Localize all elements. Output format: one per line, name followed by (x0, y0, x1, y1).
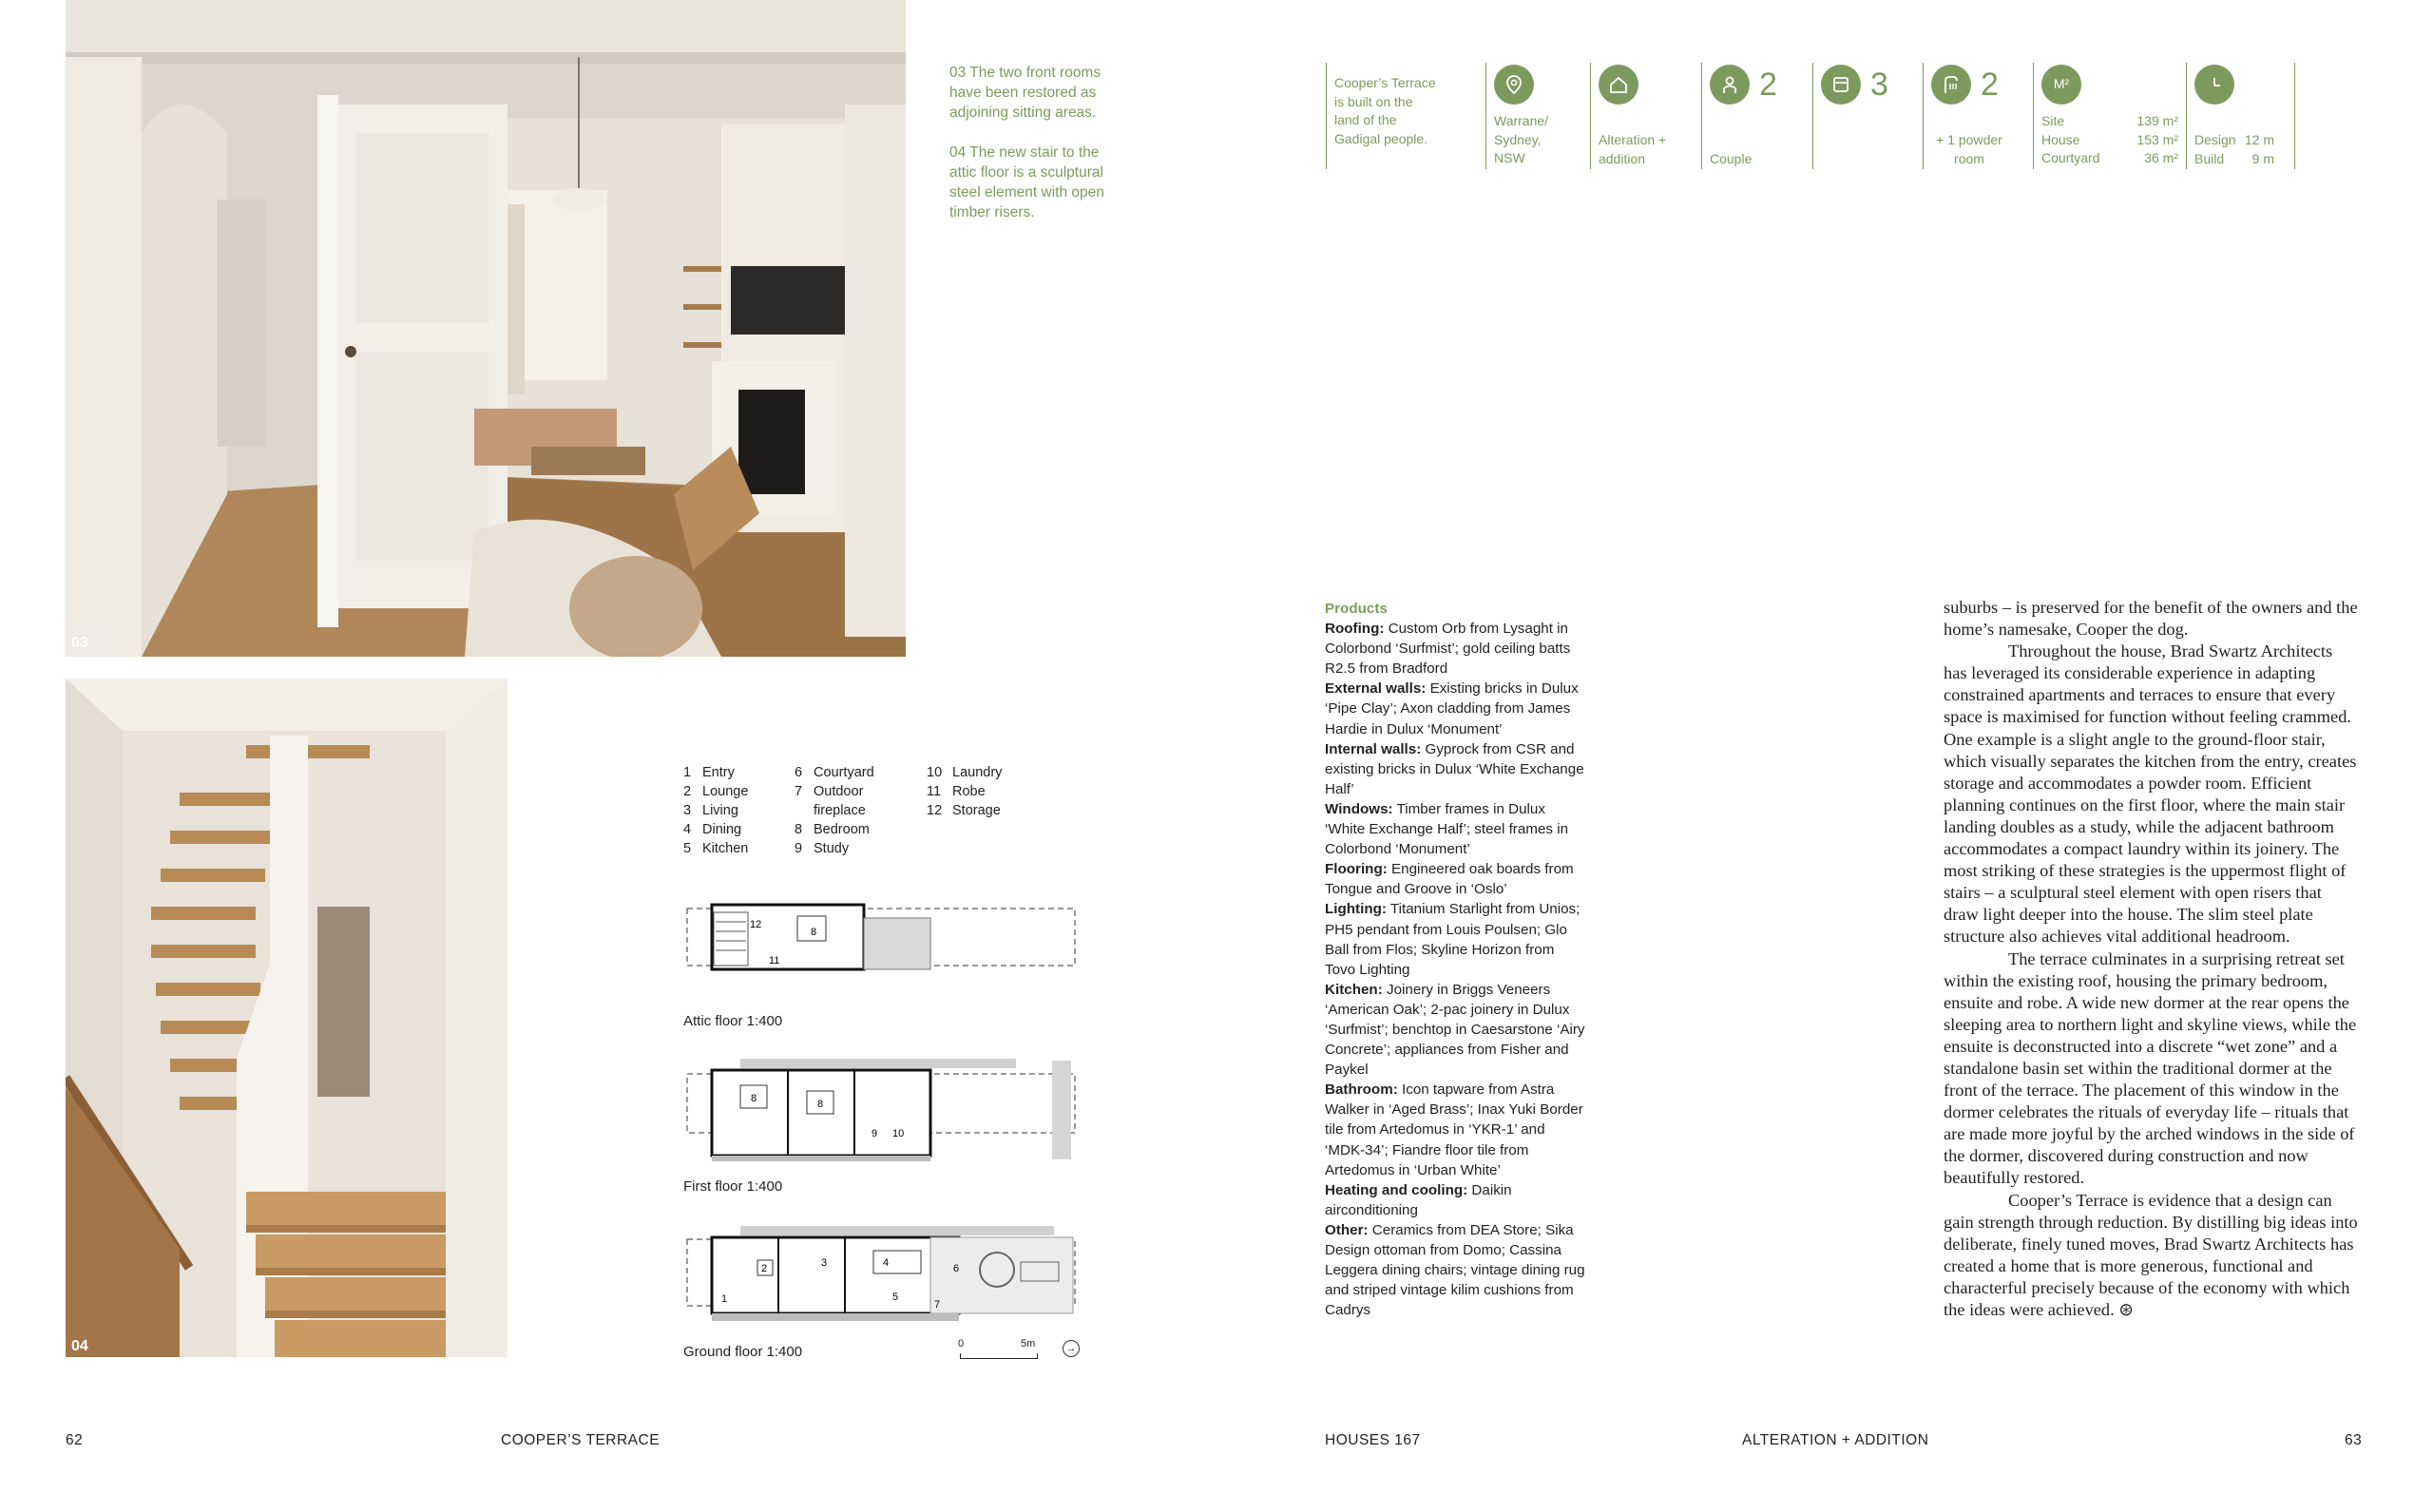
photo-number: 04 (71, 1338, 88, 1354)
ground-floor-plan (683, 1224, 1082, 1329)
product-item: External walls: Existing bricks in Dulux ‘Pipe Clay’; Axon cladding from James Hardie in Dulux ‘Monument’ (1325, 680, 1579, 737)
photo-captions (949, 63, 1130, 242)
product-item: Windows: Timber frames in Dulux ‘White Exchange Half’; steel frames in Colorbond ‘Monument’ (1325, 800, 1569, 858)
svg-text:10: 10 (892, 1128, 905, 1139)
svg-text:3: 3 (821, 1257, 828, 1269)
scale-zero: 0 (958, 1338, 965, 1349)
product-item: Other: Ceramics from DEA Store; Sika Design ottoman from Domo; Cassina Leggera dining chairs; vintage dining rug and striped vintage kilim cushions from Cadrys (1325, 1221, 1585, 1319)
attic-floor-label: Attic floor 1:400 (683, 1013, 783, 1029)
clock-icon (2194, 65, 2234, 105)
body-paragraph: Cooper’s Terrace is evidence that a design can gain strength through reduction. By distilling big ideas into deliberate, finely tuned moves, Brad Swartz Architects has created a home that is more generous, functional and characterful precisely because of the economy with which the ideas were achieved. ⊛ (1944, 1190, 2358, 1319)
bedrooms-count: 3 (1870, 67, 1888, 103)
caption-04: 04 The new stair to the attic floor is a sculptural steel element with open timber risers. (949, 144, 1104, 220)
stat-bedrooms (1812, 63, 1918, 169)
svg-text:5: 5 (892, 1292, 899, 1303)
body-paragraph: suburbs – is preserved for the benefit of the owners and the home’s namesake, Cooper the dog. (1944, 598, 2358, 640)
section-title: ALTERATION + ADDITION (1742, 1432, 1929, 1448)
attic-floor-plan (683, 893, 1082, 988)
svg-text:7: 7 (934, 1299, 941, 1311)
product-item: Flooring: Engineered oak boards from Tongue and Groove in ‘Oslo’ (1325, 861, 1574, 898)
product-item: Internal walls: Gyprock from CSR and existing bricks in Dulux ‘White Exchange Half’ (1325, 740, 1584, 797)
location-label: Warrane/ Sydney, NSW (1494, 113, 1549, 165)
photo-living-rooms (66, 0, 906, 657)
svg-text:11: 11 (769, 955, 780, 967)
scale-bar (958, 1338, 1044, 1361)
product-item: Lighting: Titanium Starlight from Unios; PH5 pendant from Louis Poulsen; Glo Ball from Flos; Skyline Horizon from Tovo Lighting (1325, 901, 1580, 978)
bathrooms-count: 2 (1981, 67, 1999, 103)
product-item: Bathroom: Icon tapware from Astra Walker in ‘Aged Brass’; Inax Yuki Border tile from Artedomus in ‘YKR-1’ and ‘MDK-34’; Fiandre floor tile from Artedomus in ‘Urban White’ (1325, 1081, 1583, 1178)
ground-floor-label: Ground floor 1:400 (683, 1344, 803, 1360)
person-icon (1710, 65, 1750, 105)
scale-five: 5m (1021, 1338, 1036, 1349)
magazine-issue: HOUSES 167 (1325, 1432, 1421, 1448)
bathrooms-label: + 1 powder room (1936, 132, 2002, 166)
caption-03: 03 The two front rooms have been restored as adjoining sitting areas. (949, 65, 1102, 121)
area-values: 139 m² 153 m² 36 m² (2136, 113, 2178, 165)
land-acknowledgement: Cooper’s Terrace is built on the land of the Gadigal people. (1334, 75, 1436, 146)
bed-icon (1821, 65, 1861, 105)
time-labels: Design Build (2194, 132, 2236, 166)
svg-text:9: 9 (872, 1128, 878, 1139)
page-number-left: 62 (66, 1432, 84, 1448)
house-icon (1599, 65, 1638, 105)
stat-occupants (1701, 63, 1807, 169)
occupants-label: Couple (1710, 151, 1753, 166)
project-type-label: Alteration + addition (1599, 132, 1667, 166)
running-title: COOPER’S TERRACE (501, 1432, 661, 1448)
first-floor-plan (683, 1057, 1082, 1161)
north-arrow-icon: → (1063, 1340, 1080, 1357)
products-heading: Products (1325, 601, 1388, 617)
svg-text:8: 8 (751, 1093, 757, 1104)
plan-legend-col1: 1 Entry 2 Lounge 3 Living 4 Dining 5 Kitchen (683, 765, 749, 856)
stat-type (1590, 63, 1695, 169)
photo-stair (66, 679, 508, 1357)
body-paragraph: Throughout the house, Brad Swartz Architects has leveraged its considerable experience in adapting constrained apartments and terraces to ensure that every space is maximised for function without feeling crammed. One example is a slight angle to the ground-floor stair, which visually separates the kitchen from the entry, creates storage and accommodates a powder room. Efficient planning continues on the first floor, where the main stair landing doubles as a study, while the adjacent bathroom accommodates a compact laundry within its joinery. The most striking of these strategies is the uppermost flight of stairs – a sculptural steel element with open risers that draw light deeper into the house. The slim steel plate structure also achieves vital additional headroom. (1944, 641, 2357, 947)
svg-text:2: 2 (761, 1263, 768, 1274)
area-labels: Site House Courtyard (2041, 113, 2100, 165)
product-item: Kitchen: Joinery in Briggs Veneers ‘American Oak’; 2-pac joinery in Dulux ‘Surfmist’; benchtop in Caesarstone ‘Airy Concrete’; appliances from Fisher and Paykel (1325, 981, 1585, 1079)
shower-icon (1931, 65, 1971, 105)
products-list (1325, 599, 1586, 1320)
stat-area (2033, 63, 2181, 169)
svg-text:6: 6 (953, 1263, 960, 1274)
area-icon: M² (2041, 65, 2081, 105)
location-pin-icon (1494, 65, 1534, 105)
stat-bathrooms (1923, 63, 2028, 169)
occupants-count: 2 (1759, 67, 1777, 103)
plan-legend-col3: 10 Laundry 11 Robe 12 Storage (927, 765, 1003, 818)
photo-number: 03 (71, 635, 88, 651)
page-number-right: 63 (2345, 1432, 2363, 1448)
svg-text:12: 12 (750, 919, 762, 930)
time-values: 12 m 9 m (2244, 132, 2274, 166)
article-body (1944, 597, 2360, 1321)
svg-text:8: 8 (817, 1099, 824, 1110)
stat-land (1326, 63, 1474, 169)
body-paragraph: The terrace culminates in a surprising retreat set within the existing roof, housing the primary bedroom, ensuite and robe. A wide new dormer at the rear opens the sleeping area to northern light and skyline views, while the ensuite is deconstructed into a discrete “wet zone” and a standalone basin set within the traditional dormer at the front of the terrace. The placement of this window in the dormer celebrates the rituals of everyday life – rituals that are made more joyful by the arched windows in the side of the dormer, discovered during construction and now beautifully restored. (1944, 948, 2357, 1188)
stat-time (2186, 63, 2295, 169)
plan-legend-col2: 6 Courtyard 7 Outdoor fireplace 8 Bedroom 9 Study (795, 765, 874, 856)
product-item: Heating and cooling: Daikin airconditioning (1325, 1181, 1512, 1218)
svg-text:1: 1 (721, 1293, 728, 1305)
stat-location (1485, 63, 1586, 169)
product-item: Roofing: Custom Orb from Lysaght in Colorbond ‘Surfmist’; gold ceiling batts R2.5 from Bradford (1325, 621, 1571, 678)
svg-text:8: 8 (811, 927, 817, 938)
first-floor-label: First floor 1:400 (683, 1178, 783, 1195)
svg-text:4: 4 (883, 1257, 890, 1269)
